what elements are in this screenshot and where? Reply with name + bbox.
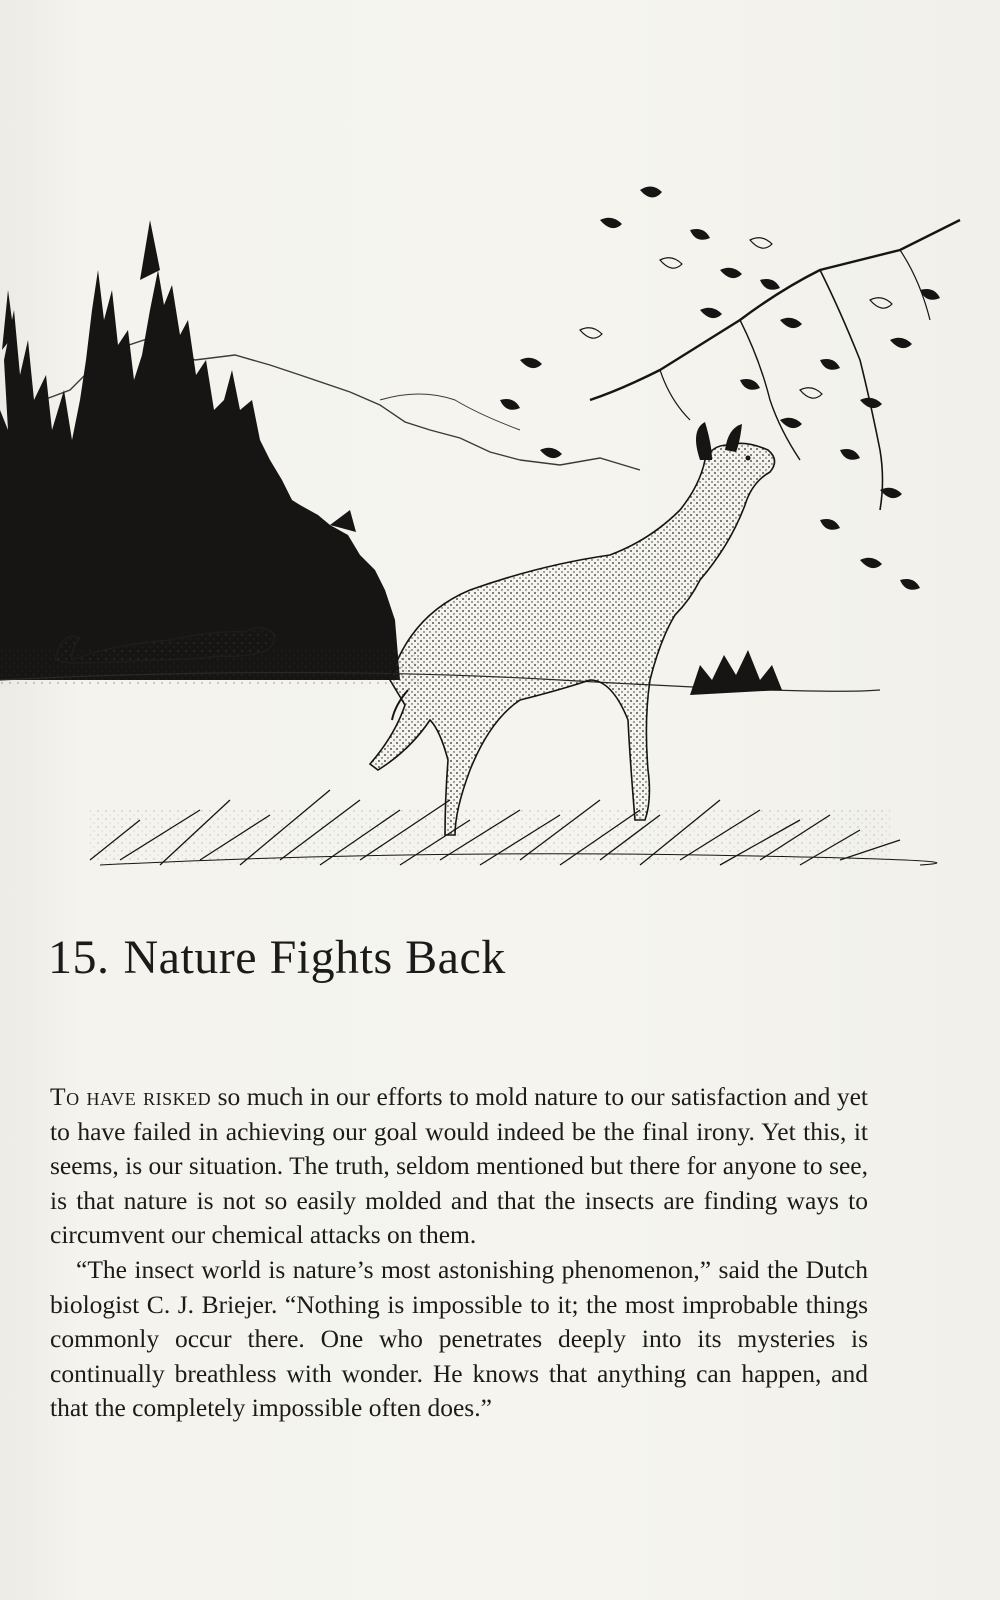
lead-in-smallcaps: To have risked: [50, 1082, 212, 1111]
paragraph: [50, 1080, 868, 1253]
paragraph: [50, 1253, 868, 1426]
grass: [90, 790, 937, 865]
forest-silhouette: [0, 220, 400, 680]
deer: [370, 422, 775, 835]
chapter-title-text: Nature Fights Back: [123, 931, 506, 984]
chapter-number: 15.: [48, 931, 110, 984]
paragraph-text: “The insect world is nature’s most astonishing phenomenon,” said the Dutch biologist C. J. Briejer. “Nothing is impossible to it; the most improbable things commonly occur there. One who penetrates deeply into its mysteries is continually breathless with wonder. He knows that anything can happen, and that the completely impossible often does.”: [50, 1254, 868, 1423]
chapter-title: [48, 930, 506, 985]
chapter-body: [50, 1080, 868, 1426]
paragraph-text: so much in our efforts to mold nature to our satisfaction and yet to have failed in achieving our goal would indeed be the final irony. Yet this, it seems, is our situation. The truth, seldom mentioned but there for anyone to see, is that nature is not so easily molded and that the insects are finding ways to circumvent our chemical attacks on them.: [50, 1082, 868, 1250]
chapter-illustration: [0, 160, 1000, 900]
shrub: [690, 650, 782, 695]
